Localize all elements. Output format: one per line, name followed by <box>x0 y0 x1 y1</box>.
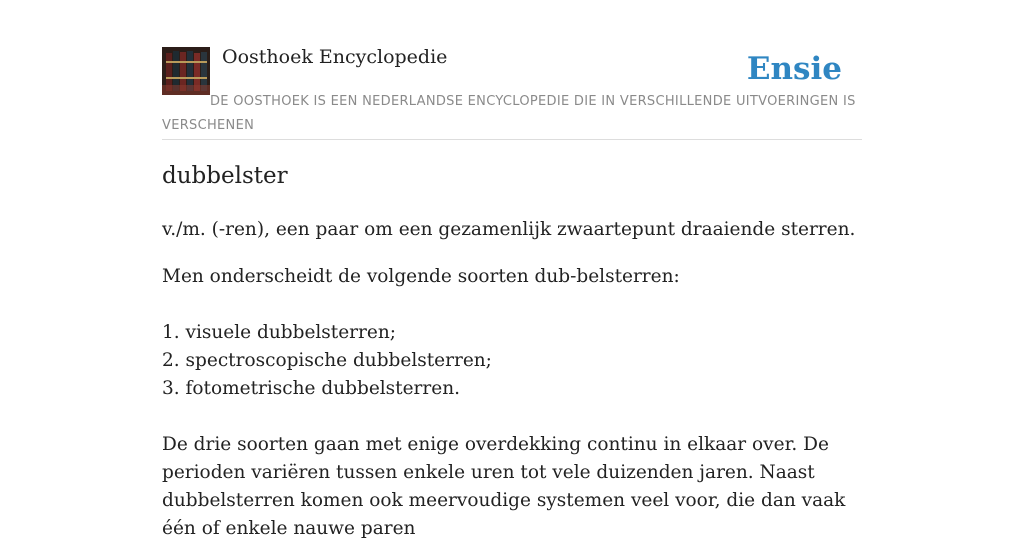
list-item: 3. fotometrische dubbelsterren. <box>162 378 460 399</box>
site-name[interactable]: Oosthoek Encyclopedie <box>222 46 448 68</box>
brand-logo-link[interactable]: Ensie <box>746 51 842 87</box>
book-spines-icon <box>162 47 210 95</box>
encyclopedia-avatar[interactable] <box>162 47 210 95</box>
list-item: 1. visuele dubbelsterren; <box>162 322 396 343</box>
star-types-list <box>162 319 862 403</box>
article-intro: Men onderscheidt de volgende soorten dub-belsterren: <box>162 266 680 287</box>
page-container <box>162 0 862 140</box>
article-definition: v./m. (-ren), een paar om een gezamenlijk zwaartepunt draaiende sterren. <box>162 219 856 240</box>
site-header <box>162 0 862 140</box>
article-title: dubbelster <box>162 163 288 189</box>
list-item: 2. spectroscopische dubbelsterren; <box>162 350 492 371</box>
site-tagline: DE OOSTHOEK IS EEN NEDERLANDSE ENCYCLOPEDIE DIE IN VERSCHILLENDE UITVOERINGEN IS VERSCHENEN <box>162 94 856 133</box>
article-paragraph: De drie soorten gaan met enige overdekking continu in elkaar over. De perioden variëren tussen enkele uren tot vele duizenden jaren. Naast dubbelsterren komen ook meervoudige systemen veel voor, die dan vaak één of enkele nauwe paren <box>162 434 846 539</box>
